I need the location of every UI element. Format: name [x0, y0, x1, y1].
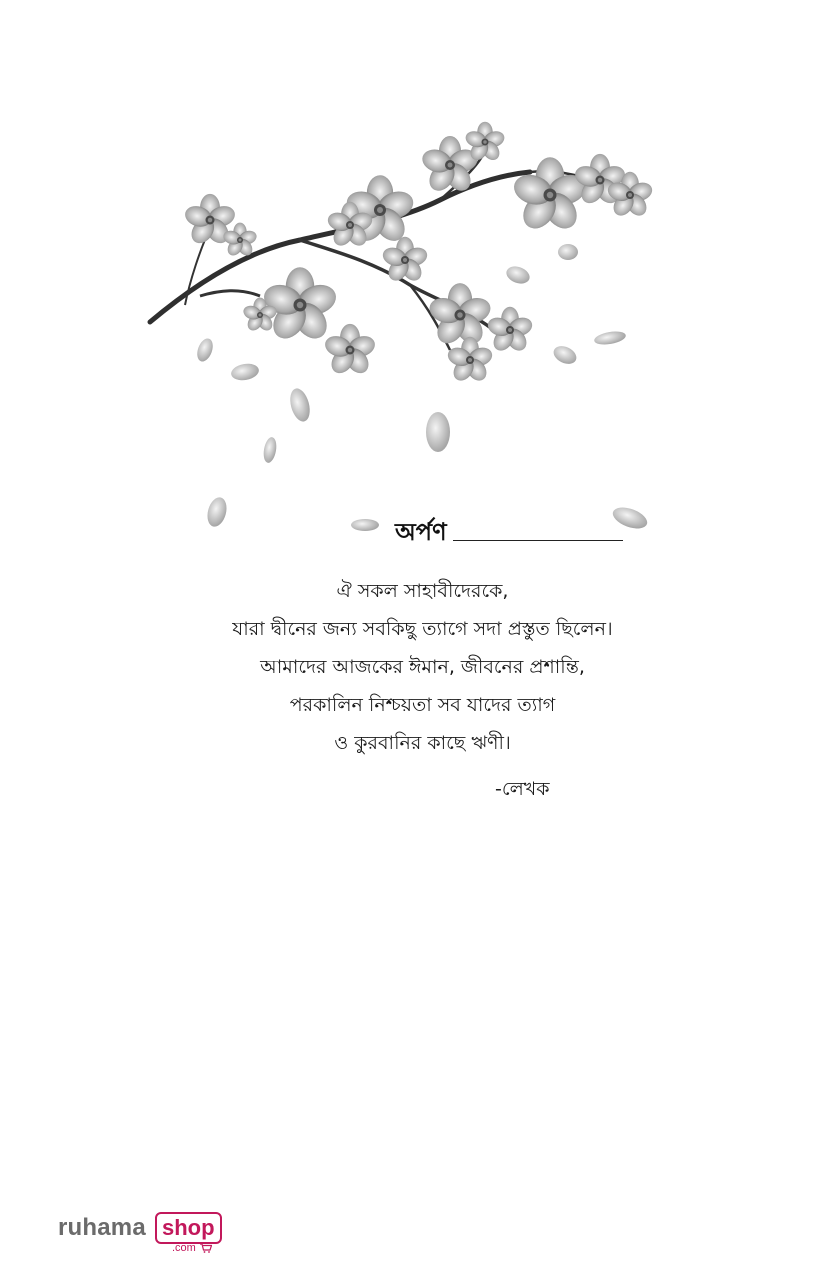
dedication-line: ও কুরবানির কাছে ঋণী। — [334, 732, 511, 754]
dedication-text — [180, 572, 665, 762]
dedication-line: পরকালিন নিশ্চয়তা সব যাদের ত্যাগ — [289, 694, 556, 716]
cherry-blossom-branch-icon — [140, 110, 660, 550]
cart-icon — [200, 1243, 212, 1253]
dedication-heading: অর্পণ — [395, 517, 447, 546]
logo-text-shop: shop — [162, 1215, 215, 1240]
dedication-line: ঐ সকল সাহাবীদেরকে, — [336, 580, 509, 602]
dedication-line: আমাদের আজকের ঈমান, জীবনের প্রশান্তি, — [260, 656, 585, 678]
author-signature: -লেখক — [495, 778, 550, 800]
logo-text-ruhama: ruhama — [58, 1214, 146, 1241]
dedication-line: যারা দ্বীনের জন্য সবকিছু ত্যাগে সদা প্রস্তুত ছিলেন। — [232, 618, 613, 640]
dedication-heading-row — [395, 510, 635, 550]
logo-shop-badge — [155, 1212, 222, 1244]
logo-text-com: .com — [172, 1242, 196, 1254]
heading-underline — [453, 540, 623, 541]
ruhamashop-logo — [58, 1210, 238, 1258]
